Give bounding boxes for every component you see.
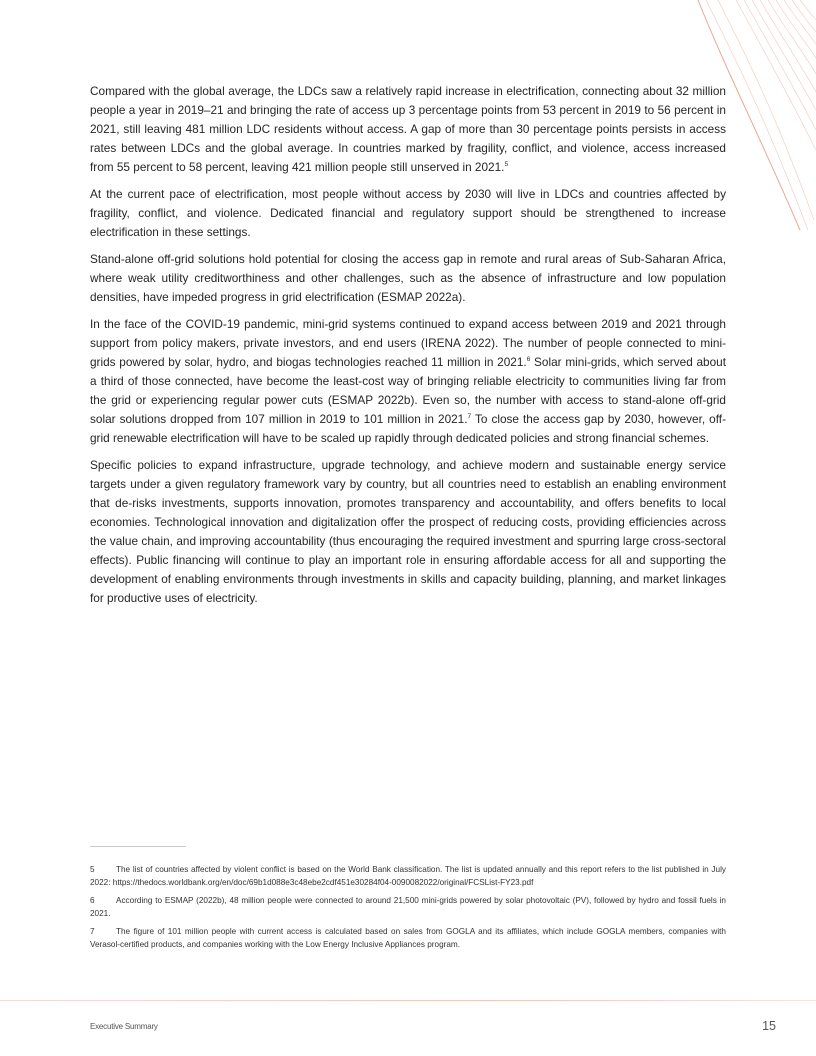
main-text bbox=[90, 82, 726, 616]
body-paragraph bbox=[90, 456, 726, 608]
page-number: 15 bbox=[762, 1019, 776, 1033]
footnote-text: The figure of 101 million people with current access is calculated based on sales from GOGLA and its affiliates, which include GOGLA members, companies with Verasol-certified products, and companies working with the Low Energy Inclusive Appliances program. bbox=[90, 927, 726, 949]
paragraph-text: In the face of the COVID-19 pandemic, mini-grid systems continued to expand access between 2019 and 2021 through support from policy makers, private investors, and end users (IRENA 2022). The number of people connected to mini-grids powered by solar, hydro, and biogas technologies reached 11 million in 2021. bbox=[90, 317, 726, 369]
footnote-number: 5 bbox=[90, 865, 95, 874]
paragraph-text: Stand-alone off-grid solutions hold potential for closing the access gap in remote and rural areas of Sub-Saharan Africa, where weak utility creditworthiness and other challenges, such as the absence of infrastructure and low population densities, have impeded progress in grid electrification (ESMAP 2022a). bbox=[90, 252, 726, 304]
paragraph-text: Solar mini-grids, which served about a third of those connected, have become the least-cost way of bringing reliable electricity to communities living far from the grid or experiencing regular power cuts (ESMAP 2022b). Even so, the number with access to stand-alone off-grid solar solutions dropped from 107 million in 2019 to 101 million in 2021. bbox=[90, 355, 727, 426]
footnote-text: According to ESMAP (2022b), 48 million people were connected to around 21,500 mini-grids powered by solar photovoltaic (PV), followed by hydro and fossil fuels in 2021. bbox=[90, 896, 726, 918]
footnote bbox=[90, 863, 726, 889]
footnote-number: 7 bbox=[90, 927, 95, 936]
paragraph-text: To close the access gap by 2030, however, off-grid renewable electrification will have to be scaled up rapidly through dedicated policies and strong financial schemes. bbox=[90, 412, 727, 445]
footnotes bbox=[90, 863, 726, 956]
footnote-divider bbox=[90, 846, 186, 847]
footnote bbox=[90, 894, 726, 920]
footnote-text: The list of countries affected by violent conflict is based on the World Bank classification. The list is updated annually and this report refers to the list published in July 2022: https://thedocs.worldbank.org/en/doc/69b1d088e3c48ebe2cdf451e30284f04-0090082022/original/FCSList-FY23.pdf bbox=[90, 865, 726, 887]
paragraph-text: At the current pace of electrification, most people without access by 2030 will live in LDCs and countries affected by fragility, conflict, and violence. Dedicated financial and regulatory support should be strengthened to increase electrification in these settings. bbox=[90, 187, 726, 239]
running-footer-section: Executive Summary bbox=[90, 1022, 158, 1031]
body-paragraph bbox=[90, 185, 726, 242]
footer-divider bbox=[0, 1000, 816, 1001]
footnote-number: 6 bbox=[90, 896, 95, 905]
footnote-reference[interactable]: 5 bbox=[504, 161, 509, 169]
body-paragraph bbox=[90, 82, 726, 177]
body-paragraph bbox=[90, 315, 726, 448]
paragraph-text: Specific policies to expand infrastructure, upgrade technology, and achieve modern and sustainable energy service targets under a given regulatory framework vary by country, but all countries need to establish an enabling environment that de-risks investments, supports innovation, promotes transparency and accountability, and offers benefits to local economies. Technological innovation and digitalization offer the prospect of reducing costs, providing efficiencies across the value chain, and improving accountability (thus encouraging the required investment and spurring large cross-sectoral effects). Public financing will continue to play an important role in ensuring affordable access for all and supporting the development of enabling environments through investments in skills and capacity building, planning, and market linkages for productive uses of electricity. bbox=[90, 458, 726, 605]
body-paragraph bbox=[90, 250, 726, 307]
paragraph-text: Compared with the global average, the LDCs saw a relatively rapid increase in electrification, connecting about 32 million people a year in 2019–21 and bringing the rate of access up 3 percentage points from 53 percent in 2019 to 56 percent in 2021, still leaving 481 million LDC residents without access. A gap of more than 30 percentage points persists in access rates between LDCs and the global average. In countries marked by fragility, conflict, and violence, access increased from 55 percent to 58 percent, leaving 421 million people still unserved in 2021. bbox=[90, 84, 726, 174]
footnote-reference[interactable]: 7 bbox=[467, 413, 472, 421]
footnote-reference[interactable]: 6 bbox=[526, 356, 531, 364]
footnote bbox=[90, 925, 726, 951]
